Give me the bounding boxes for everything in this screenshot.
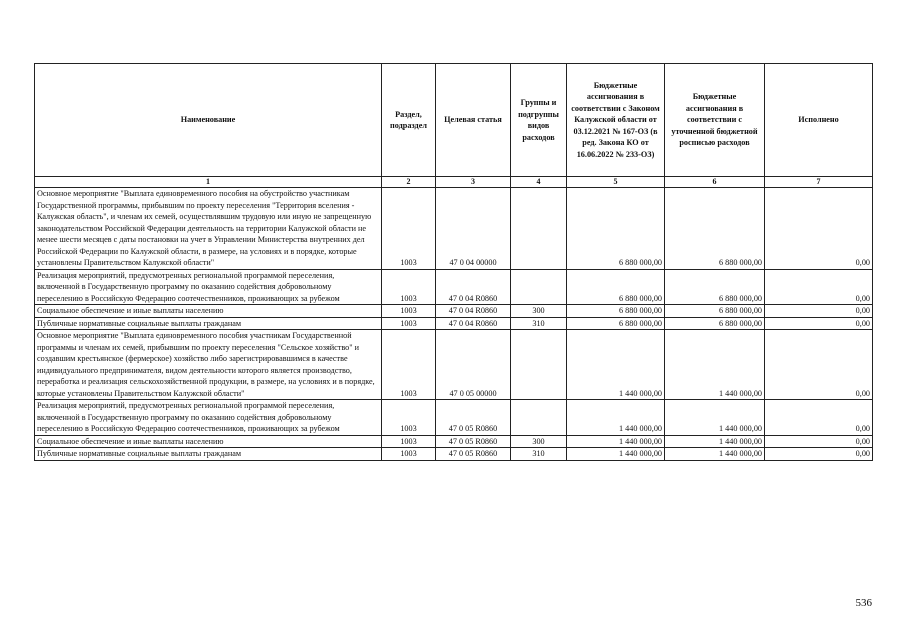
row-group: 300	[511, 305, 567, 318]
row-refined-amount: 1 440 000,00	[665, 330, 765, 400]
row-executed-amount: 0,00	[765, 269, 873, 305]
header-group: Группы и подгруппы видов расходов	[511, 64, 567, 177]
row-refined-amount: 6 880 000,00	[665, 317, 765, 330]
row-target: 47 0 05 R0860	[436, 400, 511, 436]
page-number: 536	[855, 597, 872, 609]
budget-table	[34, 63, 873, 461]
col-number: 2	[382, 177, 436, 188]
row-executed-amount: 0,00	[765, 400, 873, 436]
row-refined-amount: 1 440 000,00	[665, 435, 765, 448]
row-section: 1003	[382, 448, 436, 461]
header-budget-law: Бюджетные ассигнования в соответствии с Законом Калужской области от 03.12.2021 № 167-ОЗ (в ред. Закона КО от 16.06.2022 № 233-ОЗ)	[567, 64, 665, 177]
header-budget-refined: Бюджетные ассигнования в соответствии с уточненной бюджетной росписью расходов	[665, 64, 765, 177]
table-row	[35, 435, 873, 448]
col-number: 4	[511, 177, 567, 188]
row-refined-amount: 6 880 000,00	[665, 305, 765, 318]
row-target: 47 0 04 R0860	[436, 305, 511, 318]
row-law-amount: 1 440 000,00	[567, 448, 665, 461]
row-section: 1003	[382, 330, 436, 400]
col-number: 7	[765, 177, 873, 188]
row-target: 47 0 05 00000	[436, 330, 511, 400]
row-target: 47 0 05 R0860	[436, 448, 511, 461]
table-row	[35, 448, 873, 461]
row-refined-amount: 6 880 000,00	[665, 188, 765, 270]
row-law-amount: 6 880 000,00	[567, 305, 665, 318]
row-name: Социальное обеспечение и иные выплаты населению	[35, 305, 382, 318]
row-name: Основное мероприятие "Выплата единовременного пособия участникам Государственной программы и членам их семей, прибывшим по проекту переселения "Сельское хозяйство" и создавшим крестьянское (фермерское) хозяйство либо зарегистрировавшимся в качестве индивидуального предпринимателя, видом деятельности которого является производство, переработка и реализация сельскохозяйственной продукции, в размере, на условиях и в порядке, которые установлены Правительством Калужской области"	[35, 330, 382, 400]
row-section: 1003	[382, 305, 436, 318]
row-law-amount: 1 440 000,00	[567, 400, 665, 436]
col-number: 1	[35, 177, 382, 188]
table-row	[35, 330, 873, 400]
header-executed: Исполнено	[765, 64, 873, 177]
row-group: 310	[511, 317, 567, 330]
table-row	[35, 269, 873, 305]
row-target: 47 0 04 R0860	[436, 269, 511, 305]
header-name: Наименование	[35, 64, 382, 177]
row-law-amount: 6 880 000,00	[567, 188, 665, 270]
row-refined-amount: 1 440 000,00	[665, 448, 765, 461]
table-row	[35, 188, 873, 270]
row-name: Публичные нормативные социальные выплаты гражданам	[35, 317, 382, 330]
row-law-amount: 1 440 000,00	[567, 435, 665, 448]
row-section: 1003	[382, 317, 436, 330]
row-law-amount: 1 440 000,00	[567, 330, 665, 400]
row-group	[511, 188, 567, 270]
budget-document	[34, 63, 872, 461]
row-group: 300	[511, 435, 567, 448]
row-section: 1003	[382, 188, 436, 270]
row-executed-amount: 0,00	[765, 317, 873, 330]
row-section: 1003	[382, 269, 436, 305]
row-target: 47 0 04 00000	[436, 188, 511, 270]
row-law-amount: 6 880 000,00	[567, 269, 665, 305]
row-refined-amount: 1 440 000,00	[665, 400, 765, 436]
col-number: 6	[665, 177, 765, 188]
row-name: Реализация мероприятий, предусмотренных региональной программой переселения, включенной в Государственную программу по оказанию содействия добровольному переселению в Российскую Федерацию соотечественников, проживающих за рубежом	[35, 400, 382, 436]
row-group: 310	[511, 448, 567, 461]
row-name: Основное мероприятие "Выплата единовременного пособия на обустройство участникам Государственной программы, прибывшим по проекту переселения "Территория вселения - Калужская область", и членам их семей, осуществлявшим трудовую или иную не запрещенную законодательством Российской Федерации деятельность на территории Калужской области не менее шести месяцев с даты постановки на учет в Управлении Министерства внутренних дел Российской Федерации по Калужской области, в размере, на условиях и в порядке, которые установлены Правительством Калужской области"	[35, 188, 382, 270]
row-target: 47 0 05 R0860	[436, 435, 511, 448]
row-executed-amount: 0,00	[765, 448, 873, 461]
row-group	[511, 330, 567, 400]
row-name: Публичные нормативные социальные выплаты гражданам	[35, 448, 382, 461]
row-executed-amount: 0,00	[765, 305, 873, 318]
row-group	[511, 269, 567, 305]
row-section: 1003	[382, 435, 436, 448]
row-refined-amount: 6 880 000,00	[665, 269, 765, 305]
row-section: 1003	[382, 400, 436, 436]
row-executed-amount: 0,00	[765, 435, 873, 448]
row-law-amount: 6 880 000,00	[567, 317, 665, 330]
row-name: Социальное обеспечение и иные выплаты населению	[35, 435, 382, 448]
table-row	[35, 305, 873, 318]
column-numbers-row	[35, 177, 873, 188]
col-number: 3	[436, 177, 511, 188]
row-target: 47 0 04 R0860	[436, 317, 511, 330]
table-row	[35, 317, 873, 330]
row-name: Реализация мероприятий, предусмотренных региональной программой переселения, включенной в Государственную программу по оказанию содействия добровольному переселению в Российскую Федерацию соотечественников, проживающих за рубежом	[35, 269, 382, 305]
row-executed-amount: 0,00	[765, 330, 873, 400]
row-group	[511, 400, 567, 436]
header-section: Раздел, подраздел	[382, 64, 436, 177]
table-row	[35, 400, 873, 436]
col-number: 5	[567, 177, 665, 188]
row-executed-amount: 0,00	[765, 188, 873, 270]
header-target: Целевая статья	[436, 64, 511, 177]
